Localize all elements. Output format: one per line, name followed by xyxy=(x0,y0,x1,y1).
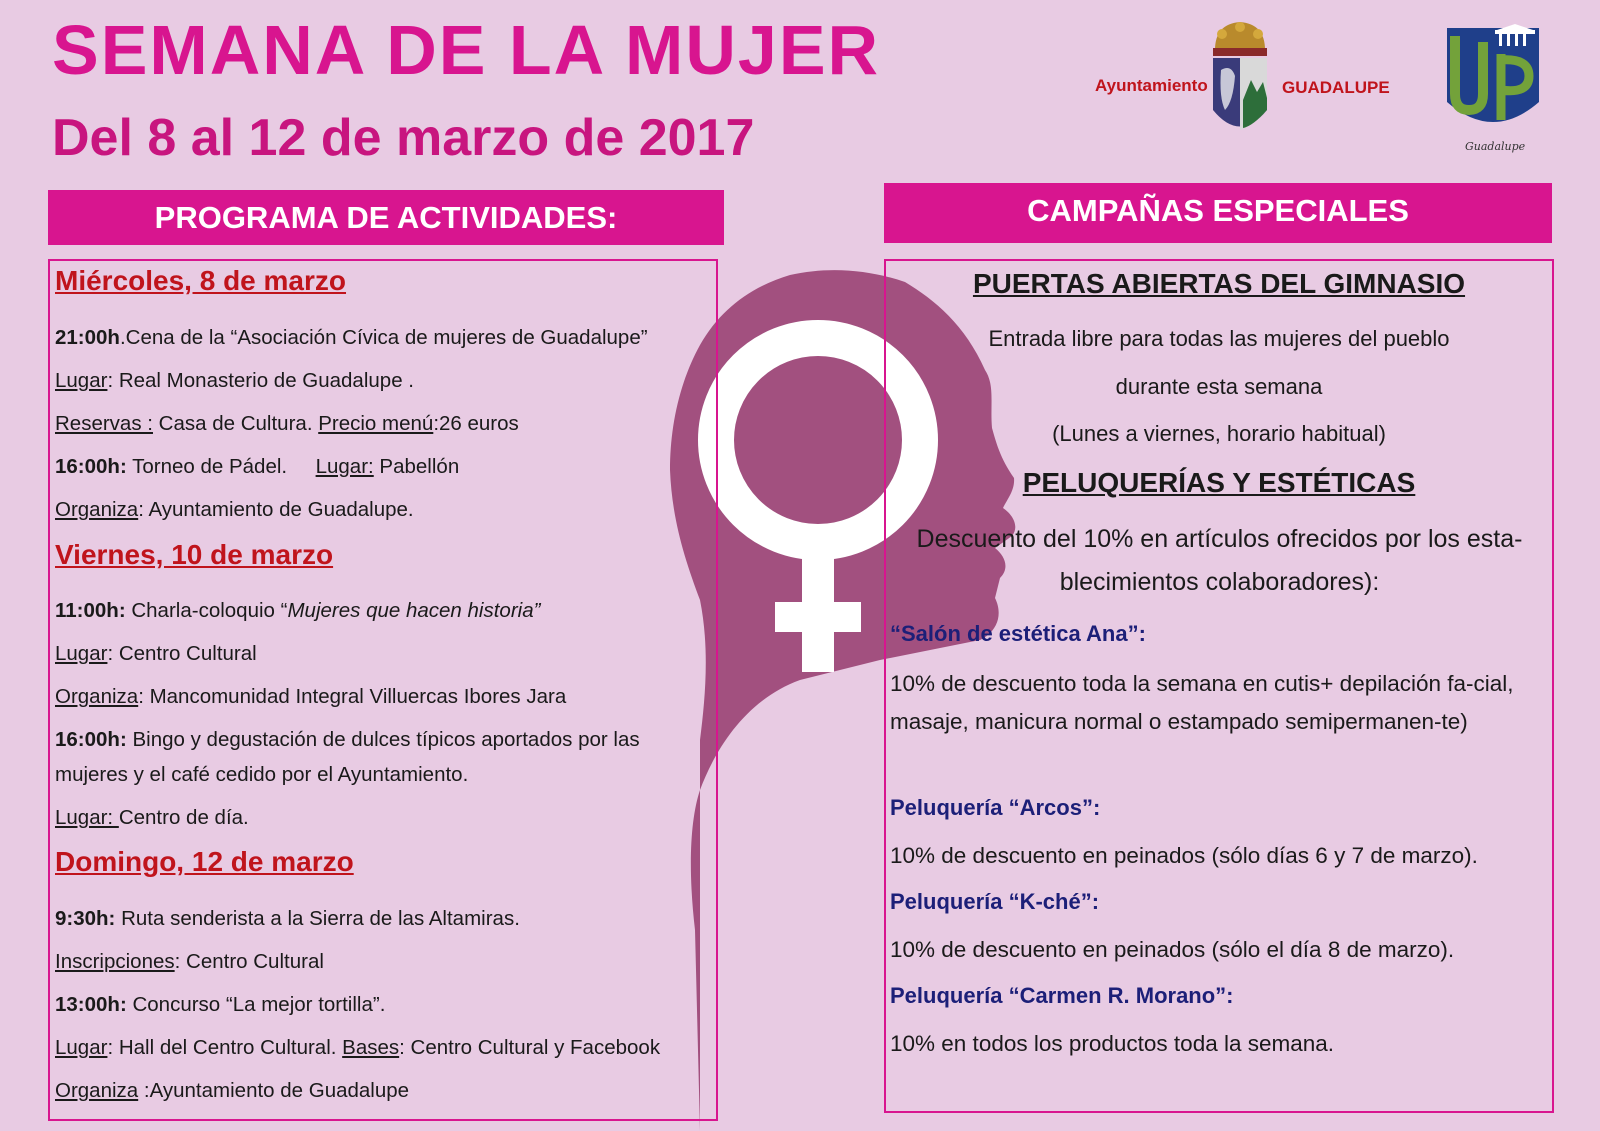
gimnasio-heading: PUERTAS ABIERTAS DEL GIMNASIO xyxy=(972,268,1466,299)
shop-offer: 10% de descuento en peinados (sólo el día 8 de marzo). xyxy=(890,937,1455,962)
universidad-popular-logo xyxy=(1445,24,1545,156)
programa-heading-band: PROGRAMA DE ACTIVIDADES: xyxy=(48,190,724,245)
universidad-popular-emblem-icon xyxy=(1445,24,1545,139)
day-heading-miercoles: Miércoles, 8 de marzo xyxy=(55,265,347,296)
ayuntamiento-logo xyxy=(1095,18,1390,148)
activity-line: mujeres y el café cedido por el Ayuntamiento. xyxy=(55,763,469,786)
activity-line: 21:00h.Cena de la “Asociación Cívica de mujeres de Guadalupe” xyxy=(55,326,648,349)
gimnasio-line: (Lunes a viernes, horario habitual) xyxy=(1052,421,1386,446)
day-heading-domingo: Domingo, 12 de marzo xyxy=(55,846,354,877)
peluquerias-heading: PELUQUERÍAS Y ESTÉTICAS xyxy=(1022,467,1416,498)
coat-of-arms-icon xyxy=(1207,18,1273,143)
shop-name: “Salón de estética Ana”: xyxy=(890,621,1146,646)
campanas-heading-band: CAMPAÑAS ESPECIALES xyxy=(884,183,1552,243)
activity-line: 9:30h: Ruta senderista a la Sierra de las Altamiras. xyxy=(55,907,520,930)
activity-line: Lugar: Hall del Centro Cultural. Bases: Centro Cultural y Facebook xyxy=(55,1036,661,1059)
page-title: SEMANA DE LA MUJER xyxy=(52,11,881,89)
shop-offer: 10% de descuento toda la semana en cutis+ depilación fa-cial, masaje, manicura normal o estampado semipermanen-te) xyxy=(890,671,1514,734)
shop-name: Peluquería “Carmen R. Morano”: xyxy=(890,983,1234,1008)
activity-line: Organiza: Mancomunidad Integral Villuercas Ibores Jara xyxy=(55,685,567,708)
peluquerias-intro: Descuento del 10% en artículos ofrecidos por los esta-blecimientos colaboradores): xyxy=(916,525,1523,596)
activity-line: 13:00h: Concurso “La mejor tortilla”. xyxy=(55,993,386,1016)
activity-line: 11:00h: Charla-coloquio “Mujeres que hacen historia” xyxy=(55,599,541,622)
ayuntamiento-label: Ayuntamiento xyxy=(1095,76,1208,95)
activity-line: Lugar: Real Monasterio de Guadalupe . xyxy=(55,369,414,392)
shop-offer: 10% en todos los productos toda la semana. xyxy=(890,1031,1335,1056)
gimnasio-line: durante esta semana xyxy=(1115,374,1323,399)
activity-line: 16:00h: Bingo y degustación de dulces típicos aportados por las xyxy=(55,728,640,751)
activity-line: Lugar: Centro Cultural xyxy=(55,642,257,665)
guadalupe-label: GUADALUPE xyxy=(1282,78,1390,97)
gimnasio-line: Entrada libre para todas las mujeres del pueblo xyxy=(988,326,1450,351)
shop-name: Peluquería “Arcos”: xyxy=(890,795,1101,820)
shop-name: Peluquería “K-ché”: xyxy=(890,889,1100,914)
universidad-caption: Guadalupe xyxy=(1465,140,1526,153)
activity-line: Organiza :Ayuntamiento de Guadalupe xyxy=(55,1079,410,1102)
activity-line: Reservas : Casa de Cultura. Precio menú:26 euros xyxy=(55,412,519,435)
page-subtitle: Del 8 al 12 de marzo de 2017 xyxy=(52,109,755,167)
activity-line: Lugar: Centro de día. xyxy=(55,806,249,829)
day-heading-viernes: Viernes, 10 de marzo xyxy=(55,539,334,570)
activity-line: Organiza: Ayuntamiento de Guadalupe. xyxy=(55,498,414,521)
shop-offer: 10% de descuento en peinados (sólo días 6 y 7 de marzo). xyxy=(890,843,1478,868)
activity-line: Inscripciones: Centro Cultural xyxy=(55,950,324,973)
activity-line: 16:00h: Torneo de Pádel. Lugar: Pabellón xyxy=(55,455,460,478)
